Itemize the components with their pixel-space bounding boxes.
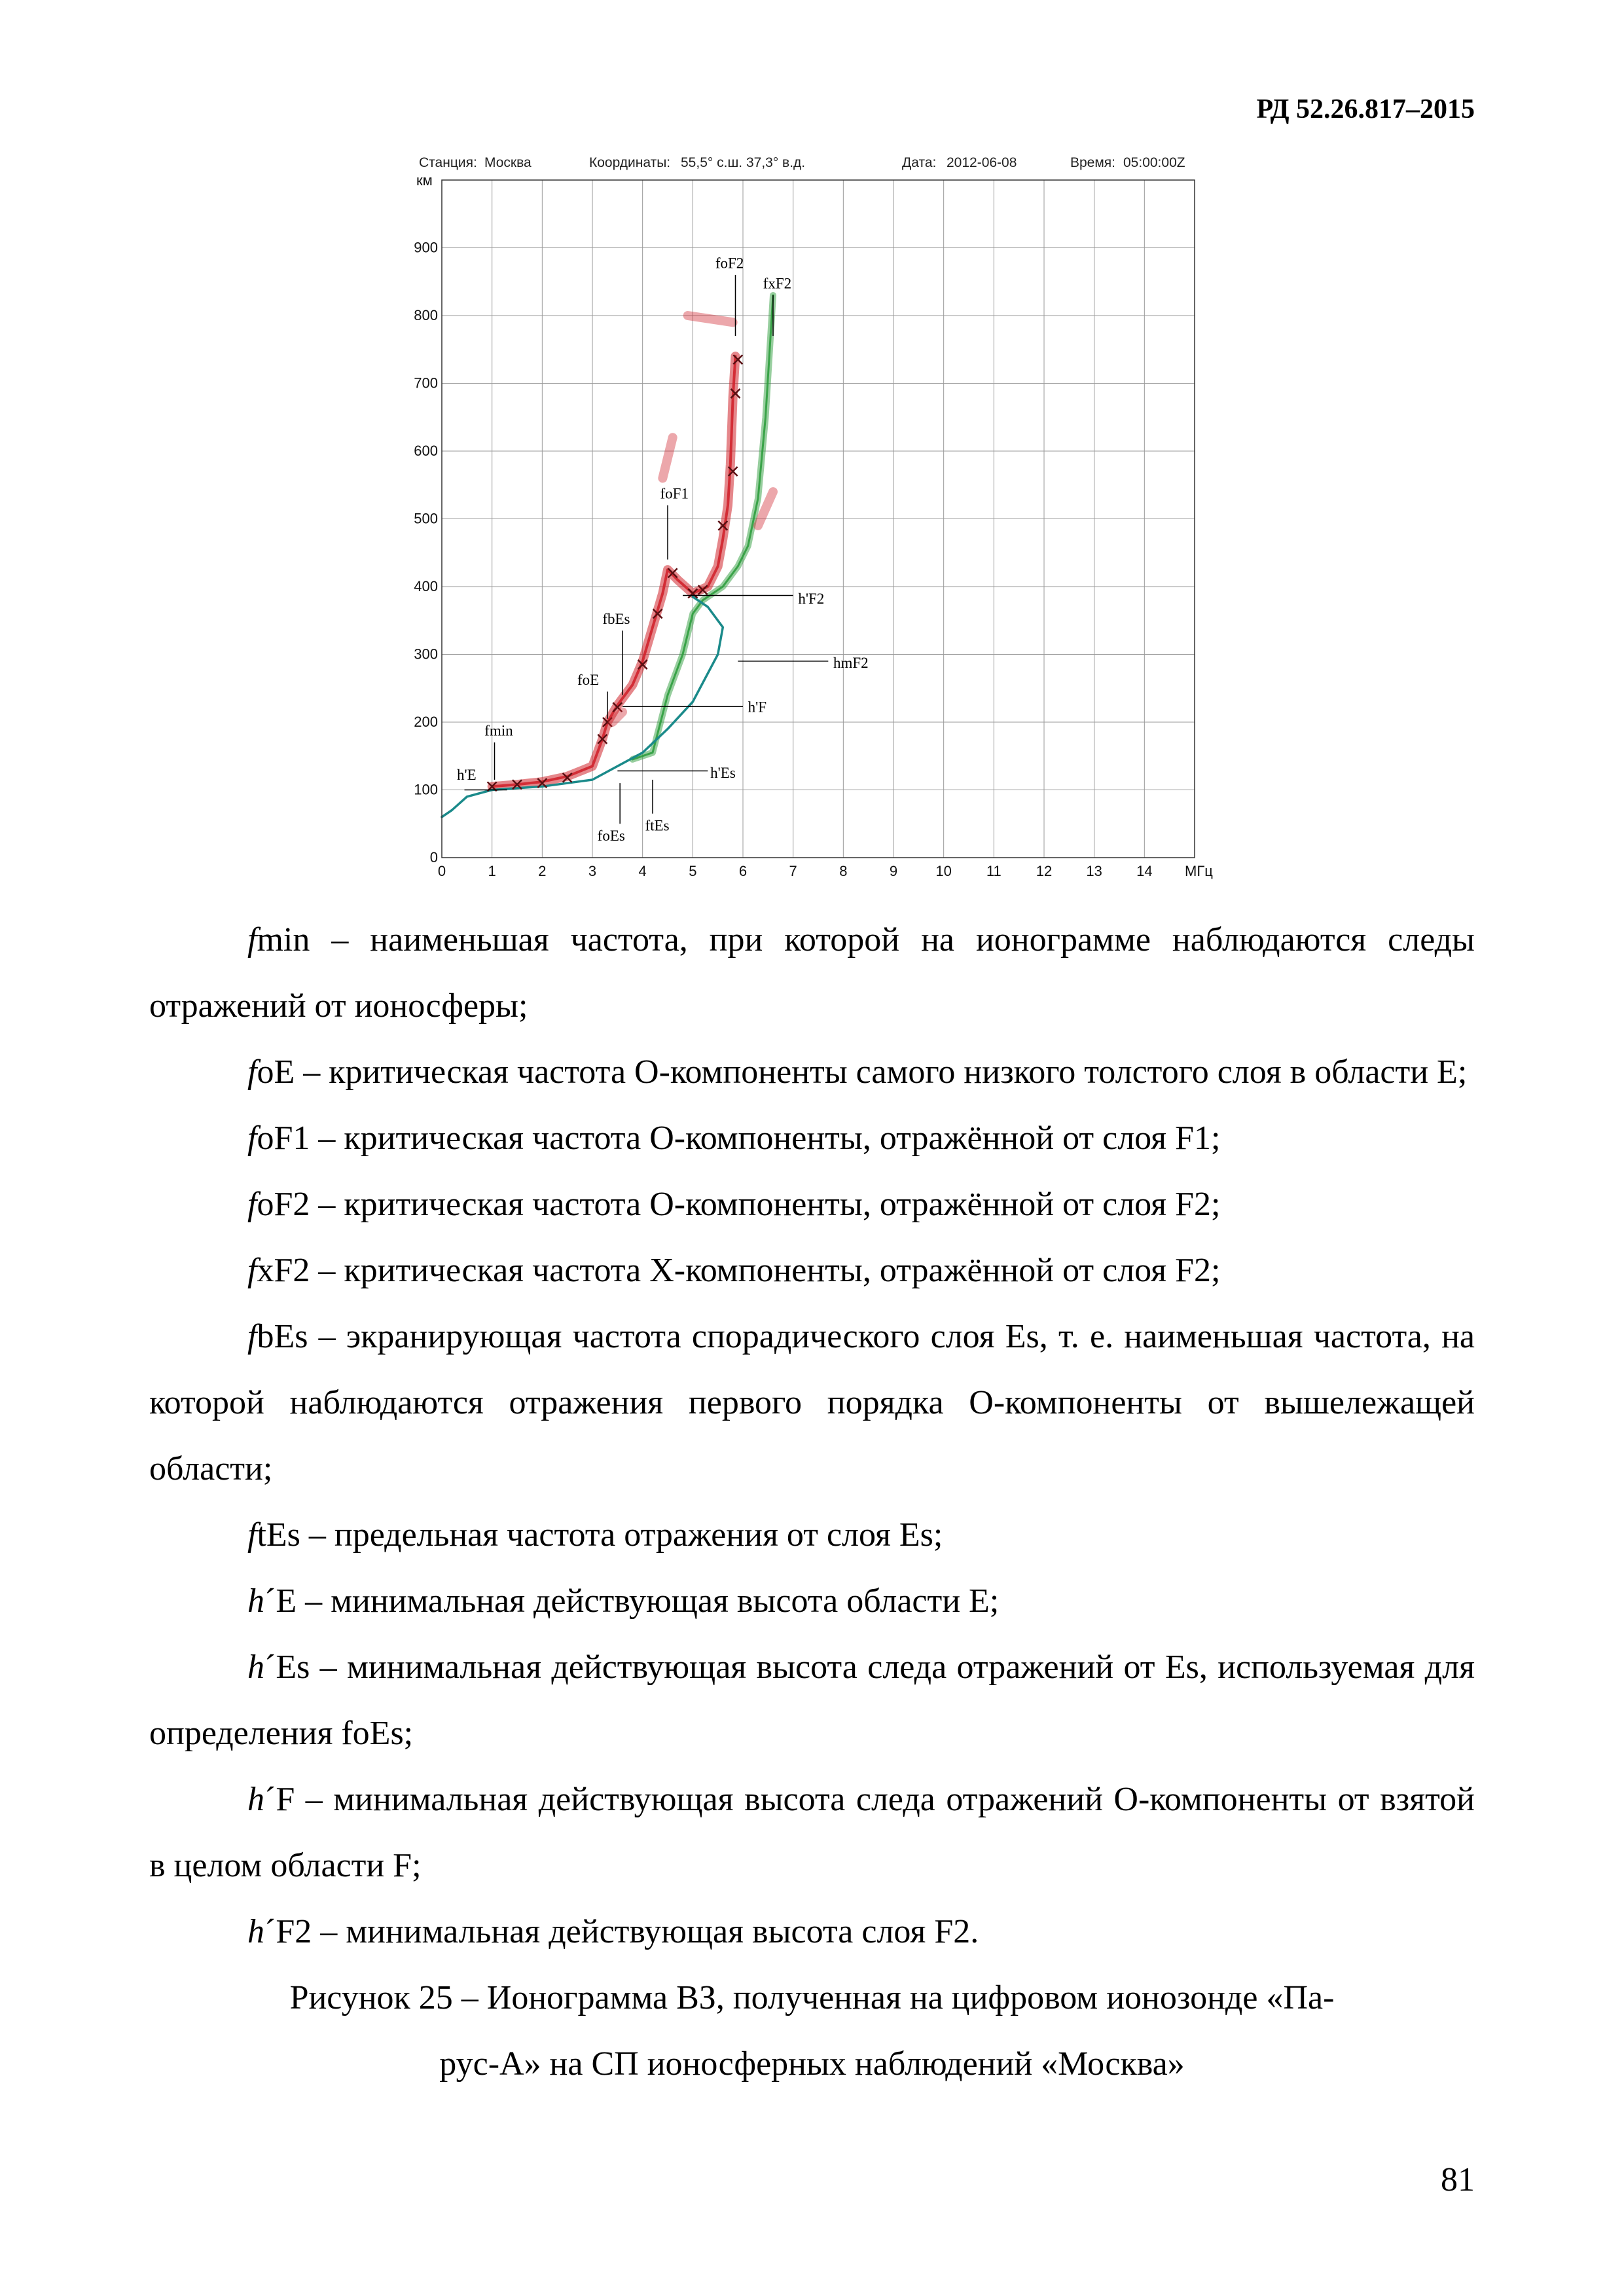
symbol-italic: f: [247, 1186, 257, 1223]
symbol-italic: f: [247, 1053, 257, 1091]
date-value: 2012-06-08: [947, 155, 1017, 170]
date-label: Дата:: [902, 155, 937, 170]
definition-text: oF2 – критическая частота О-компоненты, отражённой от слоя F2;: [257, 1186, 1221, 1223]
symbol-italic: h: [247, 1582, 264, 1620]
x-tick-label: 9: [889, 863, 898, 879]
time-value: 05:00:00Z: [1123, 155, 1185, 170]
definition-text: xF2 – критическая частота Х-компоненты, отражённой от слоя F2;: [257, 1252, 1221, 1289]
x-tick-label: 11: [986, 863, 1001, 879]
definition-text: min – наименьшая частота, при которой на ионограмме наблюдаются следы отражений от ионосферы;: [149, 921, 1475, 1025]
annotation-foes: foEs: [597, 828, 625, 845]
y-tick-label: 600: [414, 443, 438, 459]
definition-text: ´F2 – минимальная действующая высота слоя F2.: [264, 1913, 979, 1950]
x-tick-label: 3: [588, 863, 597, 879]
x-axis-unit: МГц: [1185, 863, 1213, 879]
definition-text: tEs – предельная частота отражения от слоя Es;: [257, 1516, 943, 1554]
definition-text: ´F – минимальная действующая высота следа отражений О-компоненты от взятой в целом области F;: [149, 1781, 1475, 1884]
annotation-hes: h'Es: [710, 764, 736, 781]
symbol-italic: f: [247, 1252, 257, 1289]
ionogram-chart: [399, 147, 1231, 884]
definition-text: ´Es – минимальная действующая высота следа отражений от Es, используемая для определения foEs;: [149, 1649, 1475, 1752]
x-tick-label: 5: [689, 863, 697, 879]
x-tick-label: 4: [638, 863, 647, 879]
y-tick-label: 100: [414, 781, 438, 798]
annotations: [457, 255, 869, 845]
definition-paragraph: [149, 1171, 1475, 1237]
y-axis-unit: км: [416, 172, 433, 189]
definition-text: oF1 – критическая частота О-компоненты, отражённой от слоя F1;: [257, 1120, 1221, 1157]
definition-text: bEs – экранирующая частота спорадического слоя Es, т. е. наименьшая частота, на которой наблюдаются отражения первого порядка О-компоненты от вышележащей области;: [149, 1318, 1475, 1487]
x-tick-label: 13: [1086, 863, 1102, 879]
x-tick-label: 10: [935, 863, 952, 879]
annotation-hf: h'F: [748, 699, 767, 716]
grid: [442, 180, 1195, 858]
y-tick-labels: [414, 240, 438, 866]
annotation-fmin: fmin: [484, 722, 513, 739]
coords-value: 55,5° с.ш. 37,3° в.д.: [681, 155, 806, 170]
x-tick-label: 7: [789, 863, 797, 879]
time-label: Время:: [1070, 155, 1116, 170]
definition-text: ´E – минимальная действующая высота области E;: [264, 1582, 1000, 1620]
x-tick-label: 2: [538, 863, 547, 879]
station-label: Станция:: [419, 155, 477, 170]
x-tick-label: 6: [738, 863, 748, 879]
station-value: Москва: [484, 155, 532, 170]
symbol-italic: f: [247, 1318, 257, 1355]
x-tick-label: 0: [437, 863, 446, 879]
y-tick-label: 700: [414, 374, 438, 392]
symbol-italic: f: [247, 921, 257, 958]
echo-blob: [662, 437, 672, 478]
y-tick-label: 0: [429, 849, 438, 866]
annotation-fbes: fbEs: [602, 610, 630, 627]
y-tick-label: 500: [414, 510, 438, 527]
coords-label: Координаты:: [589, 155, 671, 170]
definitions-list: [149, 907, 1475, 1965]
symbol-italic: h: [247, 1781, 264, 1818]
y-tick-label: 200: [414, 714, 438, 730]
definition-paragraph: [149, 1899, 1475, 1965]
definition-paragraph: [149, 1634, 1475, 1766]
x-tick-label: 8: [839, 863, 848, 879]
symbol-italic: f: [247, 1120, 257, 1157]
y-tick-label: 300: [414, 646, 438, 663]
x-tick-label: 14: [1136, 863, 1153, 879]
definition-text: oE – критическая частота О-компоненты самого низкого толстого слоя в области E;: [257, 1053, 1468, 1091]
ionogram-figure: [399, 147, 1231, 884]
annotation-fof1: foF1: [660, 485, 689, 502]
definition-paragraph: [149, 907, 1475, 1039]
definition-paragraph: [149, 1766, 1475, 1899]
body-text: [149, 907, 1475, 2097]
symbol-italic: f: [247, 1516, 257, 1554]
page-number: 81: [1441, 2161, 1475, 2198]
y-tick-label: 400: [414, 578, 438, 594]
x-trace-line: [632, 295, 773, 759]
definition-paragraph: [149, 1237, 1475, 1303]
annotation-foe: foE: [577, 672, 600, 689]
y-tick-label: 900: [414, 239, 438, 256]
definition-paragraph: [149, 1502, 1475, 1568]
annotation-hmf2: hmF2: [833, 655, 869, 672]
annotation-he: h'E: [457, 766, 477, 783]
definition-paragraph: [149, 1568, 1475, 1634]
definition-paragraph: [149, 1039, 1475, 1105]
symbol-italic: h: [247, 1649, 264, 1686]
figure-caption-line-1: Рисунок 25 – Ионограмма ВЗ, полученная на цифровом ионозонде «Па-: [289, 1979, 1335, 2016]
y-tick-label: 800: [414, 307, 438, 323]
annotation-fof2: foF2: [715, 255, 744, 272]
definition-paragraph: [149, 1303, 1475, 1502]
echo-blob: [688, 316, 733, 322]
x-tick-labels: [438, 863, 1153, 879]
document-code: РД 52.26.817–2015: [1256, 94, 1475, 124]
annotation-ftes: ftEs: [645, 817, 670, 834]
figure-caption-line-2: рус-А» на СП ионосферных наблюдений «Москва»: [439, 2045, 1185, 2083]
symbol-italic: h: [247, 1913, 264, 1950]
x-tick-label: 1: [488, 863, 496, 879]
x-tick-label: 12: [1036, 863, 1053, 879]
annotation-hf2: h'F2: [798, 590, 825, 607]
definition-paragraph: [149, 1105, 1475, 1171]
annotation-fxf2: fxF2: [763, 275, 792, 292]
